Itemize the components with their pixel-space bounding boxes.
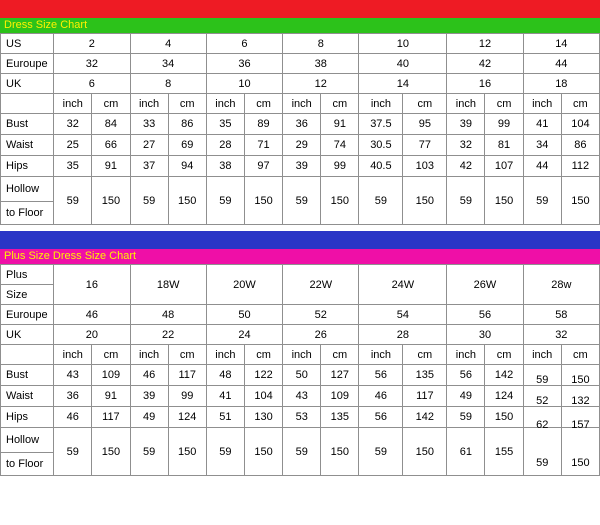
table-row [1,428,600,453]
row-label-bust-plus: Bust [1,365,54,386]
unit-cell: cm [244,94,282,114]
measure-cell: 150 [485,177,523,225]
cell-uk-plus-3: 24 [206,325,282,345]
measure-cell: 150 [168,177,206,225]
unit-cell: inch [206,94,244,114]
measure-cell: 43 [54,365,92,386]
unit-cell: cm [403,94,447,114]
measure-cell: 56 [447,365,485,386]
measure-cell: 122 [244,365,282,386]
measure-cell: 109 [321,386,359,407]
measure-cell: 155 [485,428,523,476]
dress-size-chart-title: Dress Size Chart [4,19,88,31]
unit-cell: inch [130,94,168,114]
table-row [1,156,600,177]
table-row [1,177,600,202]
measure-cell: 34 [523,135,561,156]
measure-cell: 81 [485,135,523,156]
measure-cell: 36 [283,114,321,135]
measure-cell: 62 [523,415,561,436]
unit-cell: cm [561,94,599,114]
top-red-banner [0,0,600,18]
measure-cell: 150 [244,177,282,225]
measure-cell: 59 [206,177,244,225]
dress-size-chart-table [0,33,600,225]
measure-cell: 130 [244,407,282,428]
measure-cell: 39 [130,386,168,407]
unit-cell: cm [321,94,359,114]
measure-cell: 53 [283,407,321,428]
measure-cell: 69 [168,135,206,156]
cell-eu-plus-4: 52 [283,305,359,325]
measure-cell: 99 [485,114,523,135]
cell-us-5: 10 [359,34,447,54]
table-row [1,135,600,156]
cell-uk-plus-5: 28 [359,325,447,345]
unit-cell: inch [359,94,403,114]
table-row [1,114,600,135]
measure-cell: 29 [283,135,321,156]
measure-cell: 150 [92,428,130,476]
cell-uk-plus-1: 20 [54,325,130,345]
measure-cell: 49 [447,386,485,407]
table-row [1,365,600,386]
unit-cell: inch [54,94,92,114]
cell-eu-plus-6: 56 [447,305,523,325]
row-label-hollow-2: to Floor [1,202,54,225]
measure-cell: 50 [283,365,321,386]
measure-cell: 66 [92,135,130,156]
cell-us-4: 8 [283,34,359,54]
cell-uk-plus-4: 26 [283,325,359,345]
measure-cell: 104 [561,114,599,135]
table-row [1,34,600,54]
measure-cell: 74 [321,135,359,156]
measure-cell: 91 [92,386,130,407]
table-row [1,386,600,407]
measure-cell: 150 [321,177,359,225]
cell-plus-2: 18W [130,265,206,305]
measure-cell: 27 [130,135,168,156]
unit-cell: inch [447,94,485,114]
measure-cell: 59 [54,428,92,476]
measure-cell: 46 [54,407,92,428]
cell-eu-3: 36 [206,54,282,74]
plus-size-chart-table [0,264,600,476]
unit-cell: cm [485,345,523,365]
dress-size-chart-title-band [0,18,600,33]
cell-plus-4: 22W [283,265,359,305]
cell-uk-plus-2: 22 [130,325,206,345]
measure-cell: 91 [321,114,359,135]
measure-cell: 56 [359,407,403,428]
measure-cell: 150 [561,177,599,225]
table-row [1,305,600,325]
measure-cell: 30.5 [359,135,403,156]
unit-cell: inch [130,345,168,365]
unit-cell: inch [206,345,244,365]
unit-cell: cm [403,345,447,365]
measure-cell: 77 [403,135,447,156]
unit-row-label-plus [1,345,54,365]
unit-cell: cm [168,94,206,114]
cell-eu-6: 42 [447,54,523,74]
cell-uk-7: 18 [523,74,599,94]
measure-cell: 150 [403,177,447,225]
cell-uk-2: 8 [130,74,206,94]
measure-cell: 48 [206,365,244,386]
measure-cell: 59 [130,428,168,476]
measure-cell: 35 [206,114,244,135]
unit-cell: cm [92,94,130,114]
measure-cell: 117 [403,386,447,407]
measure-cell: 28 [206,135,244,156]
measure-cell: 157 [561,415,599,436]
measure-cell: 99 [321,156,359,177]
measure-cell: 39 [283,156,321,177]
measure-cell: 117 [92,407,130,428]
measure-cell: 104 [244,386,282,407]
cell-uk-1: 6 [54,74,130,94]
measure-cell: 109 [92,365,130,386]
measure-cell: 150 [168,428,206,476]
measure-cell: 91 [92,156,130,177]
row-label-bust: Bust [1,114,54,135]
measure-cell: 43 [283,386,321,407]
cell-uk-plus-6: 30 [447,325,523,345]
measure-cell: 127 [321,365,359,386]
cell-eu-7: 44 [523,54,599,74]
measure-cell: 107 [485,156,523,177]
cell-eu-5: 40 [359,54,447,74]
cell-plus-7: 28w [523,265,599,305]
measure-cell: 150 [321,428,359,476]
measure-cell: 59 [283,428,321,476]
measure-cell: 49 [130,407,168,428]
row-label-waist: Waist [1,135,54,156]
measure-cell: 142 [403,407,447,428]
row-label-uk-plus: UK [1,325,54,345]
measure-cell: 61 [447,428,485,476]
cell-us-2: 4 [130,34,206,54]
cell-uk-3: 10 [206,74,282,94]
row-label-hollow-plus-2: to Floor [1,453,54,476]
measure-cell: 84 [92,114,130,135]
table-row [1,325,600,345]
measure-cell: 124 [485,386,523,407]
unit-cell: cm [485,94,523,114]
table-row [1,74,600,94]
measure-cell: 25 [54,135,92,156]
unit-cell: inch [523,94,561,114]
unit-cell: inch [283,345,321,365]
measure-cell: 32 [54,114,92,135]
cell-plus-3: 20W [206,265,282,305]
measure-cell: 37 [130,156,168,177]
cell-us-1: 2 [54,34,130,54]
measure-cell: 150 [244,428,282,476]
measure-cell: 135 [403,365,447,386]
cell-eu-plus-7: 58 [523,305,599,325]
measure-cell-extra: 150 [561,439,599,487]
measure-cell: 97 [244,156,282,177]
measure-cell: 94 [168,156,206,177]
cell-eu-plus-3: 50 [206,305,282,325]
unit-cell: inch [283,94,321,114]
plus-size-chart-title-band [0,249,600,264]
table-row-units [1,345,600,365]
measure-cell: 41 [523,114,561,135]
row-label-waist-plus: Waist [1,386,54,407]
measure-cell: 150 [485,407,523,428]
measure-cell: 59 [359,428,403,476]
unit-cell: cm [92,345,130,365]
row-label-plus-2: Size [1,285,54,305]
measure-cell: 112 [561,156,599,177]
measure-cell: 33 [130,114,168,135]
cell-eu-plus-1: 46 [54,305,130,325]
measure-cell: 59 [523,370,561,391]
cell-eu-2: 34 [130,54,206,74]
measure-cell: 59 [206,428,244,476]
cell-us-7: 14 [523,34,599,54]
row-label-europe-plus: Euroupe [1,305,54,325]
row-label-hips: Hips [1,156,54,177]
table-row-units [1,94,600,114]
measure-cell: 56 [359,365,403,386]
unit-cell: cm [321,345,359,365]
row-label-europe: Euroupe [1,54,54,74]
measure-cell: 59 [283,177,321,225]
measure-cell: 35 [54,156,92,177]
row-label-hollow-plus: Hollow [1,428,54,453]
measure-cell: 32 [447,135,485,156]
measure-cell: 103 [403,156,447,177]
measure-cell: 52 [523,391,561,412]
unit-cell: cm [244,345,282,365]
cell-us-3: 6 [206,34,282,54]
measure-cell: 59 [447,177,485,225]
unit-cell: inch [54,345,92,365]
measure-cell: 51 [206,407,244,428]
cell-eu-1: 32 [54,54,130,74]
table-row [1,407,600,428]
table-row [1,265,600,285]
measure-cell: 142 [485,365,523,386]
measure-cell: 59 [359,177,403,225]
measure-cell: 124 [168,407,206,428]
mid-blue-banner [0,231,600,249]
measure-cell: 59 [130,177,168,225]
measure-cell: 89 [244,114,282,135]
measure-cell: 99 [168,386,206,407]
unit-cell: inch [359,345,403,365]
measure-cell: 39 [447,114,485,135]
cell-uk-plus-7: 32 [523,325,599,345]
row-label-hollow: Hollow [1,177,54,202]
unit-row-label [1,94,54,114]
cell-plus-6: 26W [447,265,523,305]
row-label-hips-plus: Hips [1,407,54,428]
measure-cell: 59 [447,407,485,428]
measure-cell: 135 [321,407,359,428]
row-label-us: US [1,34,54,54]
cell-plus-5: 24W [359,265,447,305]
measure-cell: 95 [403,114,447,135]
cell-eu-4: 38 [283,54,359,74]
row-label-plus: Plus [1,265,54,285]
measure-cell: 59 [523,177,561,225]
table-row [1,54,600,74]
measure-cell: 150 [92,177,130,225]
cell-plus-1: 16 [54,265,130,305]
measure-cell: 40.5 [359,156,403,177]
measure-cell: 150 [403,428,447,476]
cell-uk-6: 16 [447,74,523,94]
measure-cell: 86 [168,114,206,135]
measure-cell: 44 [523,156,561,177]
row-label-uk: UK [1,74,54,94]
measure-cell: 86 [561,135,599,156]
measure-cell: 59 [54,177,92,225]
measure-cell: 36 [54,386,92,407]
measure-cell: 42 [447,156,485,177]
measure-cell: 37.5 [359,114,403,135]
measure-cell: 38 [206,156,244,177]
measure-cell: 71 [244,135,282,156]
measure-cell: 46 [359,386,403,407]
measure-cell: 117 [168,365,206,386]
unit-cell: cm [168,345,206,365]
unit-cell: inch [523,345,561,365]
cell-us-6: 12 [447,34,523,54]
cell-eu-plus-5: 54 [359,305,447,325]
cell-eu-plus-2: 48 [130,305,206,325]
measure-cell: 132 [561,391,599,412]
cell-uk-5: 14 [359,74,447,94]
unit-cell: cm [561,345,599,365]
measure-cell: 41 [206,386,244,407]
plus-size-chart-title: Plus Size Dress Size Chart [4,250,137,262]
measure-cell: 46 [130,365,168,386]
unit-cell: inch [447,345,485,365]
measure-cell: 150 [561,370,599,391]
cell-uk-4: 12 [283,74,359,94]
measure-cell-extra: 59 [523,439,561,487]
